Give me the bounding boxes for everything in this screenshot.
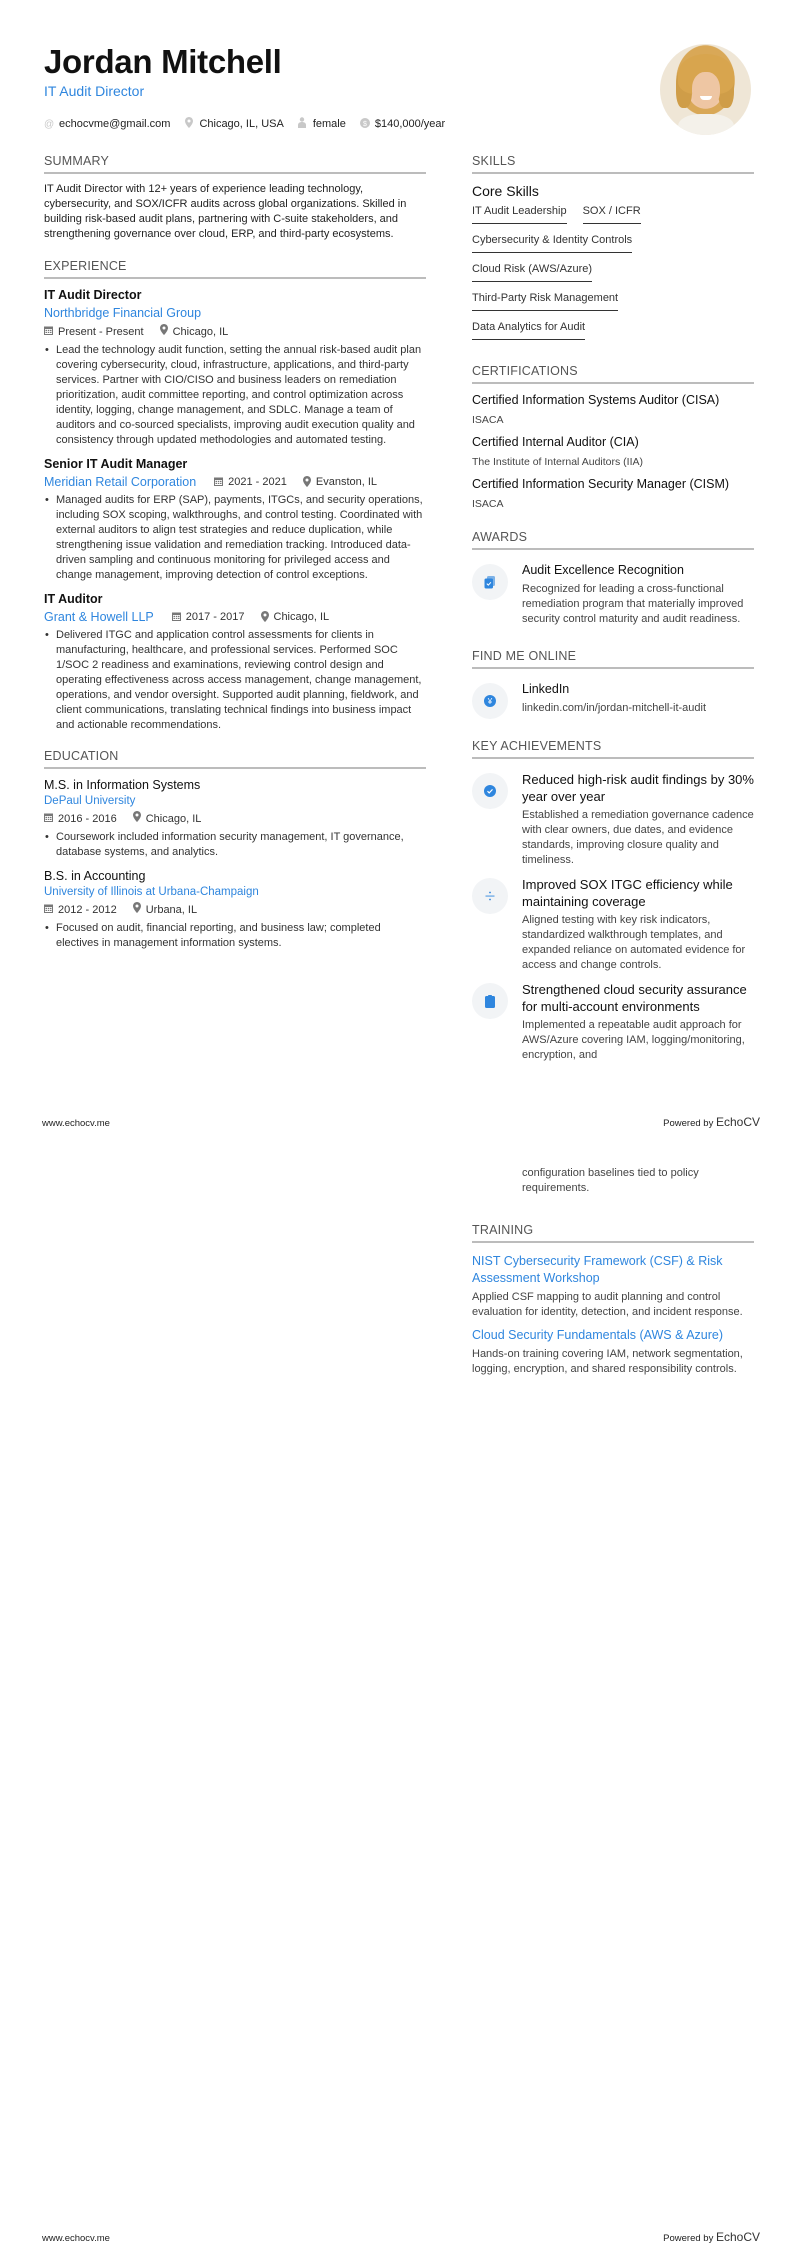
salary-text: $140,000/year [374, 118, 446, 130]
linkedin-icon [472, 683, 508, 719]
training-item [472, 1327, 754, 1377]
achievement-continuation [522, 1163, 754, 1196]
education-bullet: • Coursework included information security management, IT governance, database systems, and analytics. [44, 830, 426, 860]
online-profile-item[interactable] [472, 681, 754, 719]
location-text: Chicago, IL, USA [199, 118, 284, 130]
page-footer [42, 2230, 760, 2244]
job-title: Senior IT Audit Manager [44, 457, 188, 471]
footer-site-link[interactable]: www.echocv.me [42, 1118, 110, 1129]
achievement-description-continued: configuration baselines tied to policy requirements. [522, 1167, 699, 1194]
certification-item [472, 392, 754, 428]
education-bullet: • Focused on audit, financial reporting, and business law; completed electives in management information systems. [44, 921, 426, 951]
section-heading-awards: AWARDS [472, 530, 754, 550]
candidate-name: Jordan Mitchell [44, 43, 282, 80]
education-dates: 2016 - 2016 [58, 813, 117, 825]
skill-tag: Cloud Risk (AWS/Azure) [472, 259, 592, 282]
summary-section [44, 154, 426, 242]
money-icon [360, 118, 369, 131]
summary-text: IT Audit Director with 12+ years of experience leading technology, cybersecurity, and SOX/ICFR audits across global organizations. Skilled in building risk-based audit plans, partnering with C-suite stakeholders, and strengthening governance over cloud, ERP, and third-party ecosystems. [44, 183, 407, 240]
svg-text:$: $ [362, 120, 367, 128]
right-column [472, 154, 754, 1063]
calendar-icon [44, 811, 53, 828]
resume-header [44, 42, 445, 131]
skill-tag: Data Analytics for Audit [472, 317, 585, 340]
calendar-icon [214, 476, 223, 488]
gender-text: female [312, 118, 346, 130]
map-pin-icon [160, 324, 168, 341]
section-heading-training: TRAINING [472, 1223, 754, 1243]
left-column [44, 154, 426, 959]
experience-item [44, 456, 426, 583]
experience-item [44, 287, 426, 448]
certification-name: Certified Information Systems Auditor (CISA) [472, 393, 720, 407]
company-name: Northbridge Financial Group [44, 306, 202, 320]
education-dates: 2012 - 2012 [58, 904, 117, 916]
section-heading-summary: SUMMARY [44, 154, 426, 174]
contact-salary [360, 118, 445, 131]
job-dates: Present - Present [58, 326, 144, 338]
candidate-title: IT Audit Director [44, 83, 145, 99]
at-icon: @ [44, 118, 55, 130]
achievements-section [472, 739, 754, 1063]
contact-email[interactable] [44, 118, 170, 130]
job-title: IT Auditor [44, 592, 103, 606]
skill-tag: SOX / ICFR [583, 201, 641, 224]
education-item [44, 777, 426, 860]
education-item [44, 868, 426, 951]
achievement-description: Implemented a repeatable audit approach for AWS/Azure covering IAM, logging/monitoring, encryption, and [522, 1019, 745, 1061]
award-description: Recognized for leading a cross-functional remediation program that materially improved security control maturity and audit readiness. [522, 583, 744, 625]
certifications-section [472, 364, 754, 512]
map-pin-icon [261, 611, 269, 624]
job-dates: 2017 - 2017 [185, 611, 245, 623]
section-heading-education: EDUCATION [44, 749, 426, 769]
certification-item [472, 476, 754, 512]
map-pin-icon [133, 811, 141, 828]
job-location: Evanston, IL [315, 476, 378, 488]
education-location: Chicago, IL [145, 813, 202, 825]
award-item [472, 562, 754, 627]
job-bullet: • Managed audits for ERP (SAP), payments, ITGCs, and security operations, including SOX scoping, walkthroughs, and control testing. Coordinated with external auditors to align test strategies and reduce duplication, while strengthening issue validation and remediation tracking. Introduced data-driven sampling and continuous monitoring for privileged access and change management, improving detection of control exceptions. [44, 493, 426, 583]
online-section [472, 649, 754, 719]
achievement-item [472, 876, 754, 973]
calendar-icon [172, 611, 181, 623]
brand-logo[interactable]: EchoCV [715, 2230, 760, 2244]
certification-issuer: ISACA [472, 498, 504, 510]
training-description: Hands-on training covering IAM, network segmentation, logging, encryption, and shared responsibility controls. [472, 1348, 743, 1375]
job-location: Chicago, IL [172, 326, 229, 338]
education-location: Urbana, IL [145, 904, 198, 916]
achievement-item [472, 981, 754, 1063]
job-meta [214, 476, 377, 489]
degree: B.S. in Accounting [44, 869, 146, 883]
user-icon [298, 117, 307, 131]
map-pin-icon [303, 476, 311, 489]
powered-by-label: Powered by [663, 1118, 714, 1129]
footer-powered [663, 2230, 760, 2244]
company-name: Meridian Retail Corporation [44, 475, 197, 489]
job-location: Chicago, IL [273, 611, 330, 623]
divide-icon [472, 878, 508, 914]
section-heading-skills: SKILLS [472, 154, 754, 174]
school-name: DePaul University [44, 795, 136, 807]
svg-text:¥: ¥ [487, 696, 493, 706]
education-meta [44, 811, 201, 828]
job-bullet: • Delivered ITGC and application control assessments for clients in manufacturing, healthcare, and professional services. Performed SOC 1/SOC 2 readiness and examinations, reviewing control design and operating effectiveness across access management, change management, operations, and vendor oversight. Supported audit planning, fieldwork, and client communications, translating technical findings into business impact and actionable recommendations. [44, 628, 426, 733]
brand-logo[interactable]: EchoCV [715, 1115, 760, 1129]
contact-gender [298, 117, 346, 131]
skill-tag: Cybersecurity & Identity Controls [472, 230, 632, 253]
check-circle-icon [472, 773, 508, 809]
calendar-icon [44, 902, 53, 919]
achievement-description: Established a remediation governance cadence with clear owners, due dates, and evidence standards, improving closure quality and timeliness. [522, 809, 754, 866]
achievement-title: Reduced high-risk audit findings by 30% year over year [522, 772, 754, 804]
training-item [472, 1253, 754, 1320]
clipboard-icon [472, 983, 508, 1019]
job-dates: 2021 - 2021 [228, 476, 287, 488]
skill-tag: Third-Party Risk Management [472, 288, 618, 311]
job-meta [44, 324, 228, 341]
email-text: echocvme@gmail.com [59, 118, 171, 130]
certification-issuer: ISACA [472, 414, 504, 426]
skills-list [472, 201, 754, 230]
certification-item [472, 434, 754, 470]
awards-section [472, 530, 754, 627]
certification-name: Certified Information Security Manager (CISM) [472, 477, 730, 491]
achievement-description: Aligned testing with key risk indicators, standardized walkthrough templates, and expanded reliance on automated evidence for access and change controls. [522, 914, 746, 971]
training-description: Applied CSF mapping to audit planning and control evaluation for identity, detection, and incident response. [472, 1291, 743, 1318]
section-heading-certifications: CERTIFICATIONS [472, 364, 754, 384]
company-name: Grant & Howell LLP [44, 610, 154, 624]
map-pin-icon [133, 902, 141, 919]
online-profile-title: LinkedIn [522, 682, 570, 696]
job-meta [172, 611, 329, 624]
section-heading-achievements: KEY ACHIEVEMENTS [472, 739, 754, 759]
section-heading-experience: EXPERIENCE [44, 259, 426, 279]
training-title: NIST Cybersecurity Framework (CSF) & Risk Assessment Workshop [472, 1254, 723, 1285]
job-title: IT Audit Director [44, 288, 142, 302]
education-meta [44, 902, 197, 919]
award-title: Audit Excellence Recognition [522, 563, 684, 577]
skills-section [472, 154, 754, 346]
award-clipboard-icon [472, 564, 508, 600]
contact-location [184, 117, 283, 131]
skills-group-title: Core Skills [472, 183, 539, 199]
certification-name: Certified Internal Auditor (CIA) [472, 435, 639, 449]
profile-photo [660, 44, 751, 135]
training-title: Cloud Security Fundamentals (AWS & Azure) [472, 1328, 724, 1342]
calendar-icon [44, 324, 53, 341]
resume-page-2 [0, 1123, 794, 2246]
experience-section [44, 259, 426, 733]
section-heading-online: FIND ME ONLINE [472, 649, 754, 669]
powered-by-label: Powered by [663, 2233, 714, 2244]
achievement-item [472, 771, 754, 868]
job-bullet: • Lead the technology audit function, setting the annual risk-based audit plan covering cybersecurity, cloud, infrastructure, applications, and third-party services. Partner with CIO/CISO and business leaders on remediation prioritization, audit committee reporting, and control optimization across identity, logging, change management, and SDLC. Manage a team of auditors and co-sourced specialists, improving audit execution quality and consistency through updated methodologies and automated testing. [44, 343, 426, 448]
education-section [44, 749, 426, 951]
school-name: University of Illinois at Urbana-Champaign [44, 886, 259, 898]
degree: M.S. in Information Systems [44, 778, 201, 792]
training-section [472, 1223, 754, 1377]
contact-bar [44, 117, 445, 131]
achievement-title: Strengthened cloud security assurance for multi-account environments [522, 982, 747, 1014]
online-profile-url[interactable]: linkedin.com/in/jordan-mitchell-it-audit [522, 702, 707, 714]
certification-issuer: The Institute of Internal Auditors (IIA) [472, 456, 643, 468]
experience-item [44, 591, 426, 733]
achievement-title: Improved SOX ITGC efficiency while maintaining coverage [522, 877, 733, 909]
skill-tag: IT Audit Leadership [472, 201, 567, 224]
map-pin-icon [184, 117, 193, 131]
footer-site-link[interactable]: www.echocv.me [42, 2233, 110, 2244]
